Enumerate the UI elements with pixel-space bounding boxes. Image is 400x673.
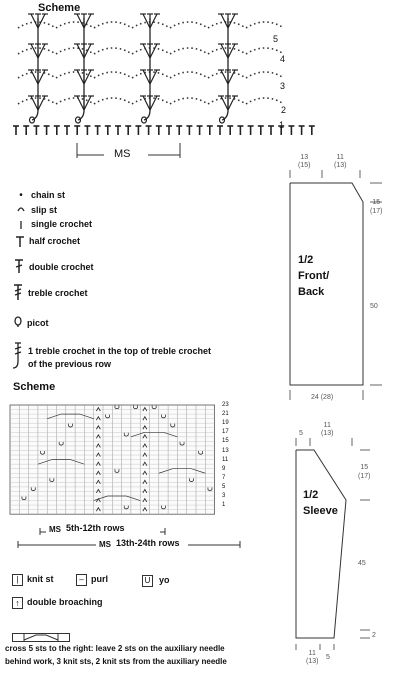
ms-brackets — [0, 520, 260, 550]
front-back-right-height-1: 15 (17) — [370, 199, 383, 215]
sleeve-bottom-width-1: 11 (13) — [306, 650, 319, 665]
knit-row-number: 21 — [222, 411, 229, 418]
knit-scheme-title: Scheme — [13, 381, 56, 393]
knit-row-number: 1 — [222, 502, 226, 509]
legend-chain-st: chain st — [31, 190, 66, 200]
double-broaching-icon: ↑ — [12, 597, 23, 609]
purl-icon: – — [76, 574, 87, 586]
ms-5-12-prefix: MS — [49, 525, 61, 534]
sleeve-label: 1/2 Sleeve — [303, 489, 338, 517]
front-back-schematic — [270, 150, 400, 410]
knit-row-number: 17 — [222, 429, 229, 436]
picot-icon — [14, 316, 22, 328]
knit-row-number: 11 — [222, 456, 229, 463]
crochet-row-number-2: 2 — [281, 105, 287, 115]
legend-half-crochet: half crochet — [29, 236, 81, 246]
legend-treble-in-top: 1 treble crochet in the top of treble crochet — [28, 346, 212, 356]
chain-st-icon: • — [19, 189, 23, 201]
sleeve-top-width-2: 11 (13) — [321, 422, 334, 437]
cross-5-sts-icon — [12, 633, 70, 642]
crochet-row-number-1: 1 — [279, 120, 285, 130]
sleeve-top-width-1: 5 — [299, 430, 303, 437]
legend-cross-line2: behind work, 3 knit sts, 2 knit sts from the auxiliary needle — [5, 657, 227, 666]
ms-label: MS — [114, 148, 131, 160]
half-crochet-icon — [15, 236, 25, 248]
knit-row-number: 15 — [222, 438, 229, 445]
legend-single-crochet: single crochet — [31, 219, 93, 229]
sleeve-schematic — [280, 420, 400, 650]
crochet-chart — [0, 0, 400, 165]
knit-row-number: 13 — [222, 447, 229, 454]
sleeve-right-height-1: 15 (17) — [358, 464, 371, 480]
knit-row-number: 5 — [222, 483, 226, 490]
front-back-top-width-2: 11 (13) — [334, 154, 347, 169]
legend-cross-line1: cross 5 sts to the right: leave 2 sts on the auxiliary needle — [5, 644, 225, 653]
knit-row-number: 23 — [222, 402, 229, 408]
front-back-top-width-1: 13 (15) — [298, 154, 311, 169]
treble-crochet-icon — [13, 284, 23, 301]
legend-knit-st: knit st — [27, 574, 54, 584]
front-back-bottom-width: 24 (28) — [311, 394, 334, 401]
knit-row-number: 3 — [222, 493, 226, 499]
crochet-row-number-5: 5 — [273, 34, 279, 44]
knit-row-number: 9 — [222, 465, 226, 472]
legend-double-broaching: double broaching — [27, 597, 103, 607]
legend-treble-in-top-line2: of the previous row — [28, 359, 112, 369]
legend-picot: picot — [27, 318, 49, 328]
single-crochet-icon — [18, 219, 24, 231]
sleeve-right-height-3: 2 — [372, 632, 376, 639]
legend-double-crochet: double crochet — [29, 262, 94, 272]
sleeve-bottom-width-2: 5 — [326, 654, 330, 661]
crochet-scheme-title: Scheme — [38, 2, 81, 14]
legend-yo: yo — [159, 575, 170, 585]
legend-slip-st: slip st — [31, 205, 58, 215]
ms-13-24-label: 13th-24th rows — [116, 538, 180, 548]
double-crochet-icon — [14, 259, 24, 274]
front-back-label: 1/2 Front/ Back — [298, 254, 330, 298]
ms-13-24-prefix: MS — [99, 540, 111, 549]
ms-5-12-label: 5th-12th rows — [66, 523, 125, 533]
legend-purl: purl — [91, 574, 108, 584]
knit-st-icon: | — [12, 574, 23, 586]
yo-icon: U — [142, 575, 153, 587]
front-back-right-height-2: 50 — [370, 303, 378, 310]
crochet-row-number-3: 3 — [280, 81, 286, 91]
crochet-row-number-4: 4 — [280, 54, 286, 64]
legend-treble-crochet: treble crochet — [28, 288, 88, 298]
treble-in-top-icon — [10, 341, 24, 371]
sleeve-right-height-2: 45 — [358, 560, 366, 567]
knit-row-number: 19 — [222, 420, 229, 427]
knit-row-number: 7 — [222, 474, 226, 481]
slip-st-icon — [16, 205, 26, 213]
